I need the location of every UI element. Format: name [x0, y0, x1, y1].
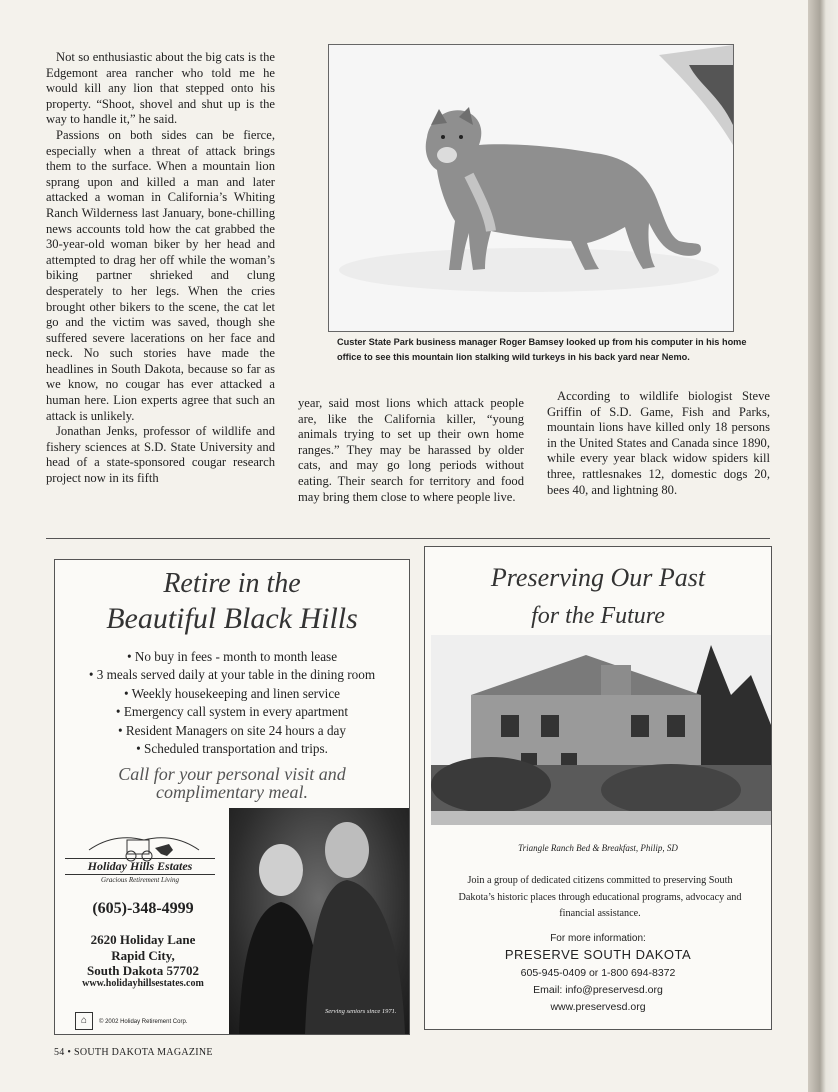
organization-name: PRESERVE SOUTH DAKOTA	[504, 947, 692, 962]
address-line: Rapid City,	[111, 947, 175, 963]
logo-name: Holiday Hills Estates	[65, 858, 215, 875]
article-paragraph: Jonathan Jenks, professor of wildlife and fishery sciences at S.D. State University and head of a state-sponsored cougar research project now in its fifth	[46, 424, 275, 486]
preserve-south-dakota-ad	[424, 546, 772, 1030]
article-column-2	[298, 396, 524, 505]
list-item: • Emergency call system in every apartment	[55, 703, 409, 721]
article-paragraph: According to wildlife biologist Steve Griffin of S.D. Game, Fish and Parks, mountain lions have killed only 18 persons in the United States and Canada since 1890, while every year black widow spiders kill three, rattlesnakes 12, domestic dogs 20, bees 40, and lightning 80.	[547, 389, 770, 497]
article-paragraph: year, said most lions which attack people are, like the California killer, “young animals trying to set up their own home ranges.” They may be harassed by older cats, and may go long periods without eating. Their search for territory and food may bring them close to where people live.	[298, 396, 524, 504]
mountain-lion-illustration	[329, 45, 733, 331]
article-column-1	[46, 50, 275, 487]
article-paragraph: Not so enthusiastic about the big cats is the Edgemont area rancher who told me he would kill any lion that stepped onto his property. “Shoot, shovel and shut up is the way to handle it,” he said.	[46, 50, 275, 127]
list-item: • 3 meals served daily at your table in the dining room	[55, 666, 409, 684]
holiday-hills-ad	[54, 559, 410, 1035]
amenities-list	[55, 648, 409, 758]
article-paragraph: Passions on both sides can be fierce, especially when a threat of attack brings them to the surface. When a mountain lion sprang upon and killed a man and later attacked a woman in California’s Whiting Ranch Wilderness last January, bone-chilling news accounts told how the cat grabbed the 30-year-old woman biker by her head and attempted to drag her off while the woman’s biking partner shrieked and clung desperately to her legs. When the cries brought other bikers to the scene, the cat let go and the victim was saved, though she suffered severe lacerations on her face and neck. No such stories have made the headlines in South Dakota, because so far as we know, no cougar has ever attacked a human here. Lion experts agree that such an attack is unlikely.	[46, 127, 275, 423]
address-line: 2620 Holiday Lane	[90, 932, 196, 947]
logo-tagline: Gracious Retirement Living	[101, 876, 179, 884]
list-item: • Scheduled transportation and trips.	[55, 740, 409, 758]
equal-housing-icon: ⌂	[75, 1012, 93, 1030]
more-info-label: For more information:	[550, 933, 646, 944]
ad-title-line1: Preserving Our Past	[490, 563, 706, 592]
serving-since-text: Serving seniors since 1971.	[325, 1008, 397, 1015]
ad-body-text: Join a group of dedicated citizens committed to preserving South Dakota’s historic places through educational programs, advocacy and financial assistance.	[458, 875, 742, 919]
call-to-action-line2: complimentary meal.	[156, 782, 308, 802]
copyright-text: © 2002 Holiday Retirement Corp.	[99, 1019, 188, 1025]
email: Email: info@preservesd.org	[533, 984, 663, 996]
list-item: • Weekly housekeeping and linen service	[55, 685, 409, 703]
ad-title-line1: Retire in the	[163, 568, 301, 599]
photo-caption: Custer State Park business manager Roger Bamsey looked up from his computer in his home office to see this mountain lion stalking wild turkeys in his back yard near Nemo.	[337, 337, 747, 362]
phone-number: (605)-348-4999	[92, 900, 194, 917]
website: www.holidayhillsestates.com	[82, 978, 204, 989]
address	[65, 932, 221, 979]
phone-numbers: 605-945-0409 or 1-800 694-8372	[520, 967, 676, 979]
page-gutter	[808, 0, 838, 1092]
ad-title-line2: for the Future	[531, 603, 665, 629]
ad-title-line2: Beautiful Black Hills	[106, 602, 358, 635]
list-item: • Resident Managers on site 24 hours a day	[55, 722, 409, 740]
article-column-3	[547, 389, 770, 498]
couple-illustration	[229, 808, 409, 1034]
couple-photo	[229, 808, 409, 1034]
call-to-action-line1: Call for your personal visit and	[118, 764, 346, 784]
contact-info	[425, 965, 771, 1016]
address-line: South Dakota 57702	[87, 963, 199, 978]
mountain-lion-photo	[328, 44, 734, 332]
section-divider	[46, 538, 770, 539]
website: www.preservesd.org	[550, 1001, 646, 1013]
page-footer: 54 • SOUTH DAKOTA MAGAZINE	[54, 1047, 213, 1058]
historic-house-photo	[431, 635, 771, 825]
list-item: • No buy in fees - month to month lease	[55, 648, 409, 666]
photo-caption: Triangle Ranch Bed & Breakfast, Philip, SD	[518, 843, 678, 853]
house-illustration	[431, 635, 771, 825]
